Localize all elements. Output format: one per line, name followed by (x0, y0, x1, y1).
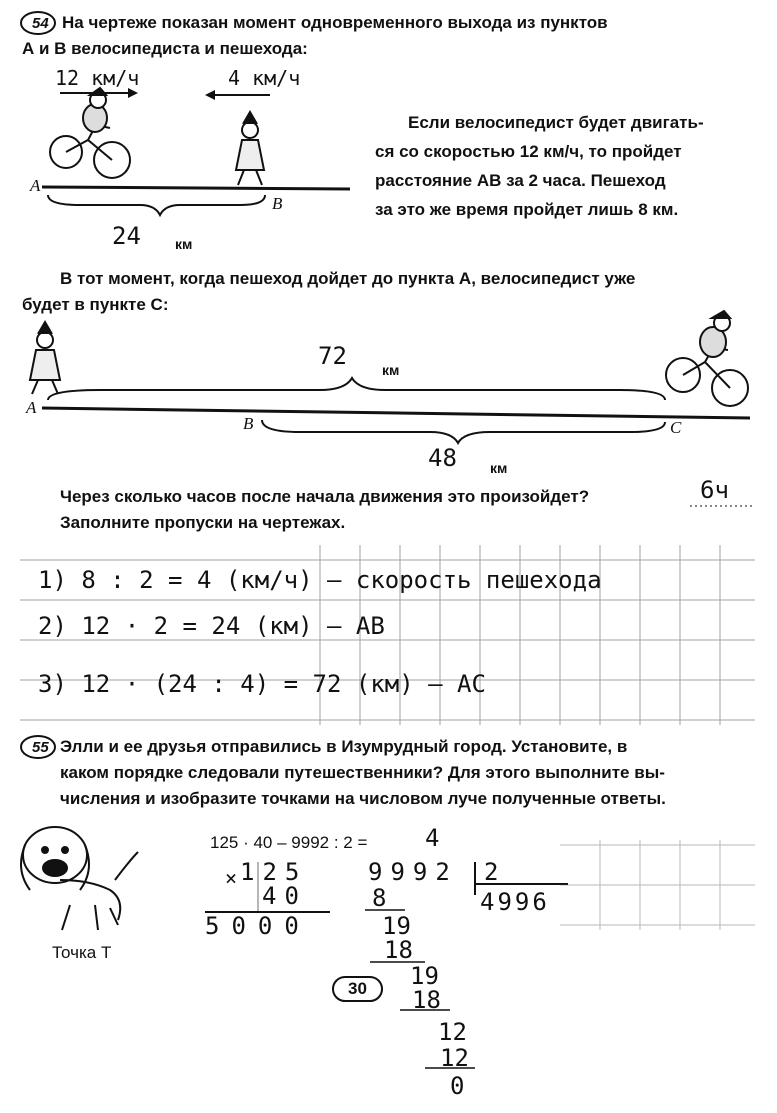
mult-result: 5000 (205, 912, 311, 940)
point-b-label-2: B (243, 414, 254, 433)
distance-bc-value: 48 (428, 444, 457, 472)
task-54-intro-line-2: А и В велосипедиста и пешехода: (22, 39, 308, 58)
division-divisor: 2 (484, 858, 499, 886)
task-54-intro-line-1: На чертеже показан момент одновременного выхода из пунктов (62, 13, 608, 32)
solution-step-3: 3) 12 · (24 : 4) = 72 (км) – АС (38, 670, 486, 698)
mult-operand-b: 40 (262, 882, 307, 910)
solution-step-2: 2) 12 · 2 = 24 (км) – АВ (38, 612, 385, 640)
task55-grid (560, 840, 755, 930)
segment-ac-line (42, 408, 750, 418)
cyclist-figure-1 (50, 88, 130, 178)
distance-ab-unit: км (175, 236, 193, 252)
division-step-3: 18 (384, 936, 413, 964)
value-badge-text: 30 (332, 976, 383, 1002)
expression-answer: 4 (425, 824, 440, 852)
division-step-4: 19 (410, 962, 439, 990)
question-answer: 6ч (700, 476, 729, 504)
dog-caption: Точка T (52, 943, 112, 962)
mult-sign: × (225, 866, 238, 890)
pedestrian-figure-2 (30, 322, 60, 394)
pedestrian-arrow-head (205, 90, 215, 100)
pedestrian-figure-1 (236, 112, 264, 185)
brace-bc (262, 420, 665, 443)
division-step-6: 12 (438, 1018, 467, 1046)
cyclist-figure-2 (666, 311, 748, 406)
point-b-label-1: B (272, 194, 283, 213)
side-text-line-1: Если велосипедист будет двигать- (408, 113, 704, 132)
distance-bc-unit: км (490, 460, 508, 476)
question-text: Через сколько часов после начала движения это произойдет? (60, 487, 590, 506)
brace-ab (48, 195, 265, 215)
solution-step-1: 1) 8 : 2 = 4 (км/ч) – скорость пешехода (38, 566, 602, 594)
point-a-label-2: A (26, 398, 37, 417)
task-55-text-line-3: числения и изобразите точками на числовом луче полученные ответы. (60, 789, 666, 808)
division-step-1: 8 (372, 884, 387, 912)
point-a-label-1: A (30, 176, 41, 195)
distance-ab-value: 24 (112, 222, 141, 250)
distance-ac-value: 72 (318, 342, 347, 370)
division-dividend: 9992 (368, 858, 458, 886)
point-c-label: C (670, 418, 682, 437)
side-text-line-2: ся со скоростью 12 км/ч, то пройдет (375, 142, 682, 161)
task-54-number: 54 (32, 15, 49, 32)
division-step-5: 18 (412, 986, 441, 1014)
division-step-7: 12 (440, 1044, 469, 1072)
division-quotient: 4996 (480, 888, 550, 916)
side-text-line-3: расстояние АВ за 2 часа. Пешеход (375, 171, 666, 190)
cyclist-speed-label: 12 км/ч (55, 66, 140, 90)
pedestrian-speed-label: 4 км/ч (228, 66, 301, 90)
segment-ab-line (42, 187, 350, 189)
fill-in-instruction: Заполните пропуски на чертежах. (60, 513, 346, 532)
moment-text-line-2: будет в пункте С: (22, 295, 169, 314)
division-step-8: 0 (450, 1072, 465, 1100)
division-step-2: 19 (382, 912, 411, 940)
dog-totoshka-figure (21, 827, 138, 930)
distance-ac-unit: км (382, 362, 400, 378)
moment-text-line-1: В тот момент, когда пешеход дойдет до пункта А, велосипедист уже (60, 269, 636, 288)
value-badge (332, 976, 383, 1002)
brace-ac (48, 378, 665, 400)
side-text-line-4: за это же время пройдет лишь 8 км. (375, 200, 679, 219)
task-55-text-line-2: каком порядке следовали путешественники? Для этого выполните вы- (60, 763, 665, 782)
task-55-text-line-1: Элли и ее друзья отправились в Изумрудный город. Установите, в (60, 737, 628, 756)
mult-operand-a: 125 (240, 858, 308, 886)
expression: 125 · 40 – 9992 : 2 = (210, 833, 368, 852)
task-55-number: 55 (32, 739, 49, 756)
